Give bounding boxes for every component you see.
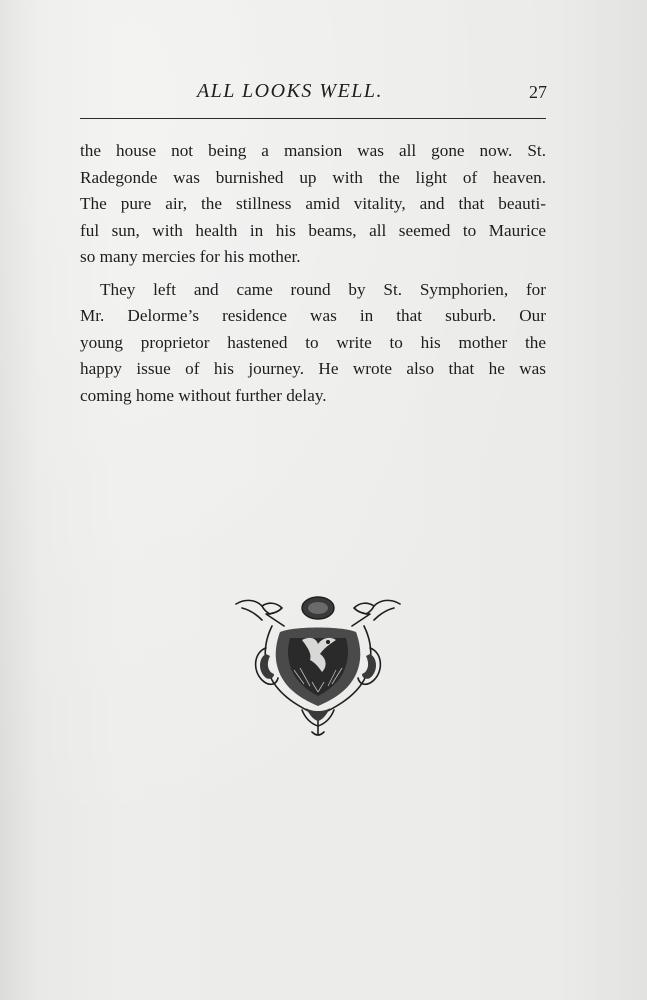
text-line: The pure air, the stillness amid vitality, and that beauti-: [80, 194, 546, 213]
text-line: happy issue of his journey. He wrote also that he was: [80, 359, 546, 378]
text-line: so many mercies for his mother.: [80, 247, 301, 266]
running-head: [80, 80, 547, 108]
text-line: young proprietor hastened to write to his mother the: [80, 332, 546, 352]
text-line: They left and came round by St. Symphorien, for: [100, 279, 546, 299]
page-number: 27: [529, 82, 547, 102]
body-text: [80, 138, 546, 409]
text-line: the house not being a mansion was all gone now. St.: [80, 141, 546, 160]
running-title: ALL LOOKS WELL.: [196, 80, 384, 102]
heraldic-dragons-tailpiece-icon: [232, 592, 404, 736]
header-rule: [80, 118, 546, 119]
text-line: ful sun, with health in his beams, all seemed to Maurice: [80, 220, 546, 240]
text-line: Mr. Delorme’s residence was in that suburb. Our: [80, 306, 546, 325]
text-line: Radegonde was burnished up with the light of heaven.: [80, 167, 546, 187]
text-line: coming home without further delay.: [80, 385, 327, 405]
